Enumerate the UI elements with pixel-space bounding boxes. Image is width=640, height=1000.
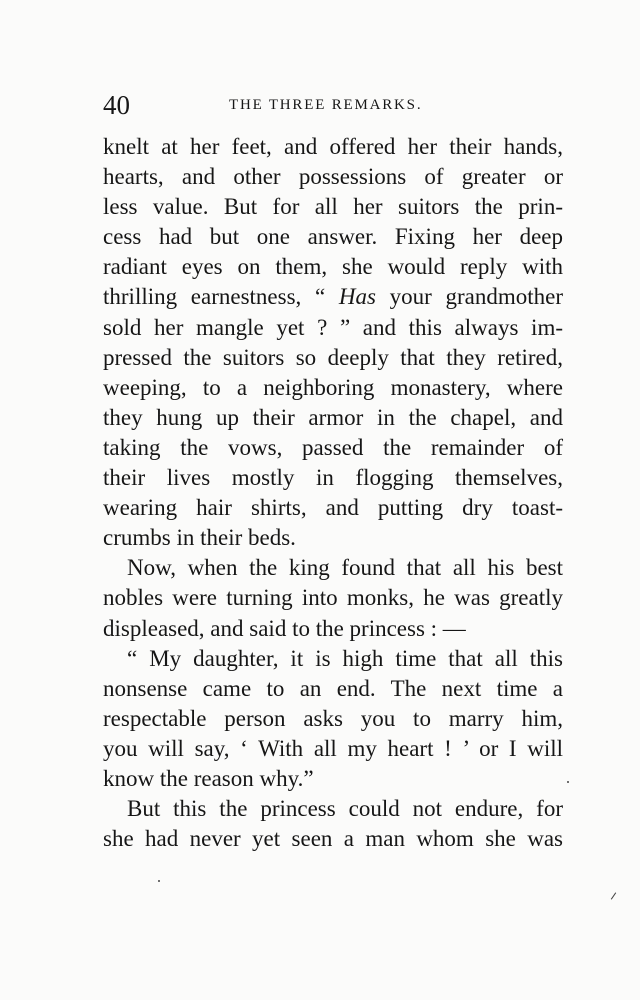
text-line: nobles were turning into monks, he was greatly: [103, 585, 563, 611]
text-line: less value. But for all her suitors the prin-: [103, 194, 563, 220]
text-line: their lives mostly in flogging themselves,: [103, 465, 563, 491]
text-line: knelt at her feet, and offered her their hands,: [103, 134, 563, 159]
text-segment: thrilling earnestness, “: [103, 284, 339, 310]
running-title: THE THREE REMARKS.: [229, 97, 423, 113]
italic-emphasis: Has: [338, 284, 376, 310]
text-line: sold her mangle yet ? ” and this always im-: [103, 314, 563, 340]
text-line: you will say, ‘ With all my heart ! ’ or I will: [103, 735, 563, 761]
text-line: nonsense came to an end. The next time a: [103, 675, 563, 701]
text-line: [103, 282, 563, 312]
text-line: cess had but one answer. Fixing her deep: [103, 224, 563, 250]
text-line: But this the princess could not endure, for: [127, 796, 563, 822]
text-line: crumbs in their beds.: [103, 525, 296, 551]
paper-speck: [158, 880, 160, 882]
text-line: wearing hair shirts, and putting dry toast-: [103, 495, 563, 521]
text-line: know the reason why.”: [103, 765, 314, 791]
text-line: hearts, and other possessions of greater or: [103, 164, 563, 190]
text-line: displeased, and said to the princess : —: [103, 615, 466, 641]
text-line: Now, when the king found that all his best: [127, 555, 563, 581]
page-number: 40: [103, 90, 130, 120]
text-line: taking the vows, passed the remainder of: [103, 434, 563, 460]
text-line: pressed the suitors so deeply that they retired,: [103, 344, 563, 370]
text-line: radiant eyes on them, she would reply with: [103, 254, 563, 280]
paper-speck: [567, 781, 569, 783]
text-line: “ My daughter, it is high time that all this: [127, 645, 563, 671]
text-line: she had never yet seen a man whom she was: [103, 826, 563, 852]
paper-speck: [611, 892, 616, 899]
text-line: weeping, to a neighboring monastery, where: [103, 374, 563, 400]
text-line: they hung up their armor in the chapel, and: [103, 404, 563, 430]
text-segment: your grandmother: [375, 284, 563, 310]
running-head: [103, 88, 563, 122]
body-text: [103, 132, 563, 854]
text-line: respectable person asks you to marry him,: [103, 705, 563, 731]
